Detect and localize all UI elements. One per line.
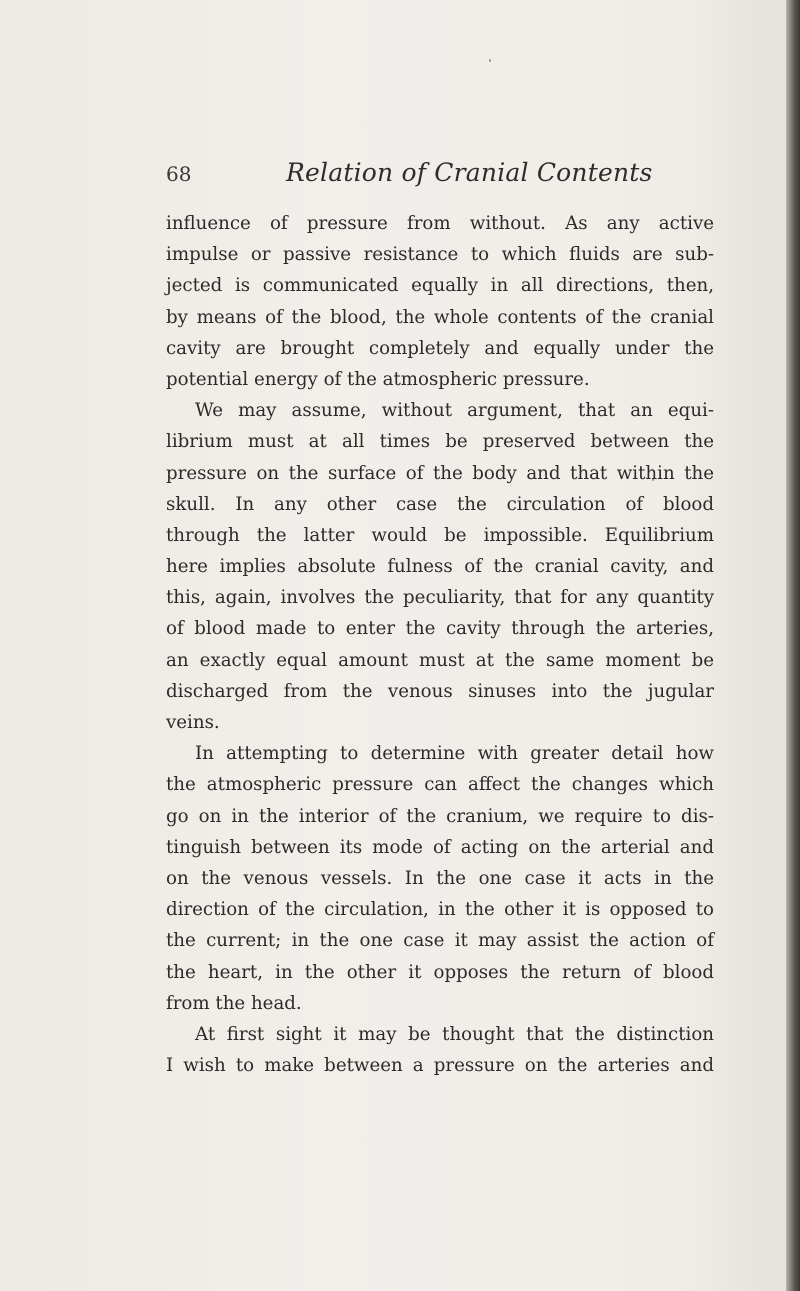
text-line: by means of the blood, the whole contents of the cranial: [166, 306, 714, 328]
text-line: the atmospheric pressure can affect the changes which: [166, 774, 714, 796]
running-title: Relation of Cranial Contents: [286, 158, 653, 187]
page-number: 68: [166, 162, 192, 186]
body-text: [166, 208, 714, 1081]
text-line: the heart, in the other it opposes the return of blood: [166, 961, 714, 983]
text-line: I wish to make between a pressure on the arteries and: [166, 1055, 714, 1077]
text-line: on the venous vessels. In the one case it acts in the: [166, 867, 714, 889]
text-line: tinguish between its mode of acting on the arterial and: [166, 836, 714, 858]
text-line: skull. In any other case the circulation of blood: [166, 493, 714, 515]
text-line: through the latter would be impossible. Equilibrium: [166, 524, 714, 546]
text-line: discharged from the venous sinuses into the jugular: [166, 680, 714, 702]
text-line: librium must at all times be preserved between the: [166, 431, 714, 453]
text-line: cavity are brought completely and equally under the: [166, 337, 714, 359]
text-line: influence of pressure from without. As any active: [166, 213, 714, 234]
text-line: We may assume, without argument, that an equi-: [195, 400, 714, 422]
running-head: [166, 158, 686, 202]
text-line: direction of the circulation, in the other it is opposed to: [166, 899, 714, 921]
text-line: jected is communicated equally in all directions, then,: [166, 275, 714, 297]
text-line: impulse or passive resistance to which fluids are sub-: [166, 244, 714, 266]
text-line: In attempting to determine with greater detail how: [195, 743, 714, 765]
text-line: veins.: [166, 712, 220, 733]
page-edge-shadow: [786, 0, 800, 1291]
text-line: At first sight it may be thought that the distinction: [195, 1023, 714, 1045]
text-line: potential energy of the atmospheric pressure.: [166, 368, 590, 390]
text-line: pressure on the surface of the body and that within the: [166, 462, 714, 484]
text-line: of blood made to enter the cavity through the arteries,: [166, 618, 714, 640]
text-line: from the head.: [166, 992, 302, 1014]
text-line: go on in the interior of the cranium, we require to dis-: [166, 805, 714, 827]
text-line: an exactly equal amount must at the same moment be: [166, 649, 714, 671]
text-line: here implies absolute fulness of the cranial cavity, and: [166, 556, 714, 578]
text-line: the current; in the one case it may assist the action of: [166, 930, 714, 952]
print-speck: [489, 59, 491, 62]
text-line: this, again, involves the peculiarity, that for any quantity: [166, 587, 714, 609]
